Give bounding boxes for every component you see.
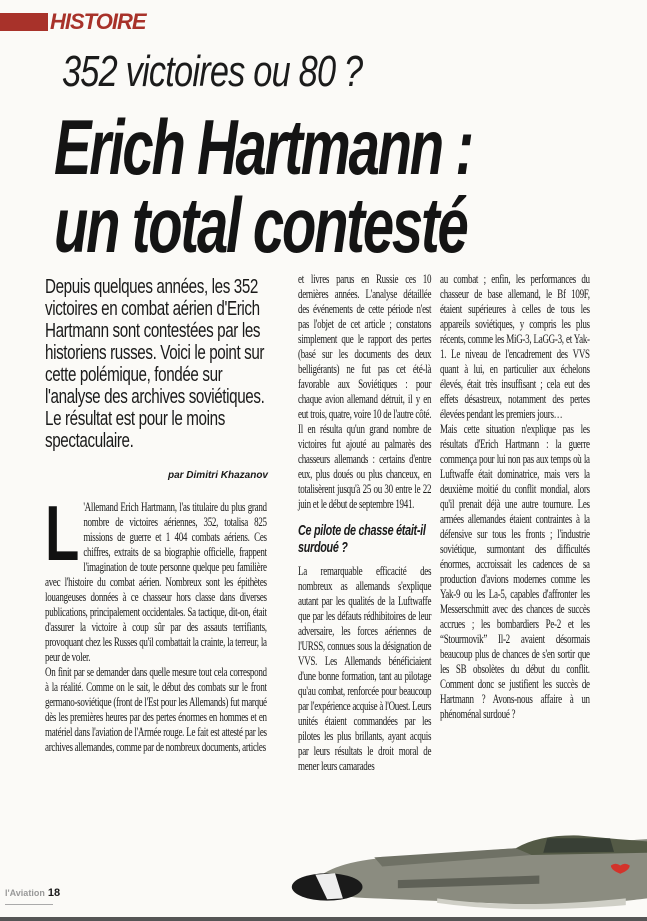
article-kicker: 352 victoires ou 80 ? [62,47,363,96]
column-1 [45,489,267,755]
drop-cap: L [45,489,80,577]
footer-rule [5,904,53,905]
magazine-name: l'Aviation [5,888,45,898]
paragraph: La remarquable efficacité des nombreux as allemands s'explique autant par les qualités de la Luftwaffe que par les défauts rédhibitoires de leur adversaire, les forces aériennes de l'URSS, connues sous la désignation de VVS. Les Allemands bénéficiaient d'une bonne formation, tant au pilotage qu'au combat, renforcée pour beaucoup par l'expérience acquise à l'Ouest. Leurs unités étaient commandées par les pilotes les plus brillants, ayant acquis par leurs résultats le droit moral de mener leurs camarades [298,564,432,773]
section-rubric: HISTOIRE [50,9,146,34]
paragraph: 'Allemand Erich Hartmann, l'as titulaire du plus grand nombre de victoires aériennes, 352, totalisa 825 missions de guerre et 1 404 combats aériens. Ces chiffres, extraits de sa biographie officielle, frappent l'imagination de toute personne quelque peu familière avec l'histoire du combat aérien. Nombreux sont les épithètes louangeuses données à ce chasseur hors classe dans diverses publications, principalement occidentales. Sa tactique, dit-on, était d'assurer la victoire à coup sûr par des assauts terrifiants, provoquant chez les Russes qu'il combattait la crainte, la terreur, la peur de voler. [45,500,267,664]
page-footer [5,887,60,899]
article-title-line2: un total contesté [54,181,467,269]
section-heading: Ce pilote de chasse était-il surdoué ? [298,522,426,556]
paragraph: Mais cette situation n'explique pas les résultats d'Erich Hartmann : la guerre commença pour lui non pas aux temps où la Luftwaffe était dominatrice, mais vers la deuxième moitié du conflit mondial, alors qu'il prenait déjà une autre tournure. Les armées allemandes étaient contraintes à la défensive sur tous les fronts ; l'industrie soviétique, surmontant des difficultés énormes, accroissait les cadences de sa production d'avions modernes comme les Yak-9 ou les La-5, capables d'affronter les Messerschmitt avec des chances de succès accrues ; les bombardiers Pe-2 et les “Stourmovik” Il-2 avaient désormais beaucoup plus de chances de s'en sortir que les SB obsolètes du début du conflit. Comment donc se justifient les succès de Hartmann ? Avons-nous affaire à un phénoménal surdoué ? [440,422,590,721]
paragraph: au combat ; enfin, les performances du chasseur de base allemand, le Bf 109F, étaient supérieures à celles de tous les appareils soviétiques, y compris les plus récents, comme les MiG-3, LaGG-3, et Yak-1. Le niveau de l'encadrement des VVS quant à lui, en particulier aux échelons élevés, était très insuffisant ; cela eut des effets désastreux, notamment des pertes élevées pendant les premiers jours… [440,272,590,421]
page-number: 18 [47,887,61,899]
bf109-illustration [280,830,647,912]
column-3 [440,272,590,722]
byline: par Dimitri Khazanov [167,470,268,481]
article-title-line1: Erich Hartmann : [54,103,472,191]
paragraph: et livres parus en Russie ces 10 dernières années. L'analyse détaillée des événements de cette période n'est pas l'objet de cet article ; constatons simplement que le rapport des pertes (basé sur les documents des deux belligérants) ne fut pas cet été-là favorable aux Soviétiques : pour chaque avion allemand détruit, il y en eut trois, quatre, voire 10 de l'autre côté. Il en résulta qu'un grand nombre de victoires fut ajouté au palmarès des chasseurs allemands : certains d'entre eux, plus doués ou plus chanceux, en totalisèrent jusqu'à 25 ou 30 entre le 22 juin et le début de septembre 1941. [298,272,432,511]
rubric-bar [0,13,48,31]
article-intro: Depuis quelques années, les 352 victoires en combat aérien d'Erich Hartmann sont contestées par les historiens russes. Voici le point sur cette polémique, fondée sur l'analyse des archives soviétiques. Le résultat est pour le moins spectaculaire. [45,276,265,452]
column-2 [298,272,431,774]
paragraph: On finit par se demander dans quelle mesure tout cela correspond à la réalité. Comme on le sait, le début des combats sur le front germano-soviétique (front de l'Est pour les Allemands) fut marqué dès les premières heures par des pertes énormes en hommes et en matériel dans l'aviation de l'Armée rouge. Le fait est attesté par les archives allemandes, comme par de nombreux documents, articles [45,665,267,754]
bottom-rule [0,917,647,921]
